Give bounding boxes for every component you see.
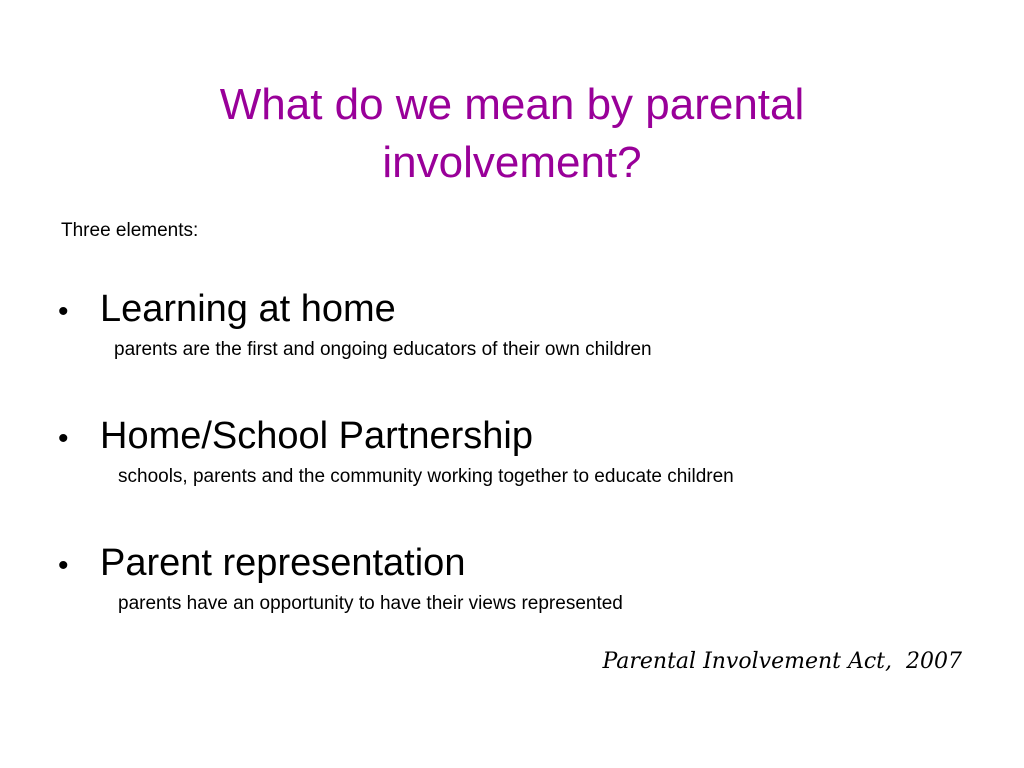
bullet-heading: Parent representation <box>100 542 466 584</box>
bullet-item-home-school-partnership <box>58 414 958 489</box>
bullet-detail: parents have an opportunity to have their views represented <box>118 593 623 614</box>
bullet-item-learning-at-home <box>58 287 958 362</box>
bullet-dot-icon: • <box>58 295 69 328</box>
bullet-heading: Learning at home <box>100 288 396 330</box>
slide-title: What do we mean by parental involvement? <box>219 80 805 187</box>
bullet-item-parent-representation <box>58 541 958 616</box>
bullet-detail: parents are the first and ongoing educators of their own children <box>114 339 652 360</box>
intro-text: Three elements: <box>61 220 199 241</box>
bullet-dot-icon: • <box>58 422 69 455</box>
citation-text: Parental Involvement Act, 2007 <box>602 649 962 674</box>
bullet-heading: Home/School Partnership <box>100 415 533 457</box>
bullet-dot-icon: • <box>58 549 69 582</box>
bullet-detail: schools, parents and the community working together to educate children <box>118 466 734 487</box>
